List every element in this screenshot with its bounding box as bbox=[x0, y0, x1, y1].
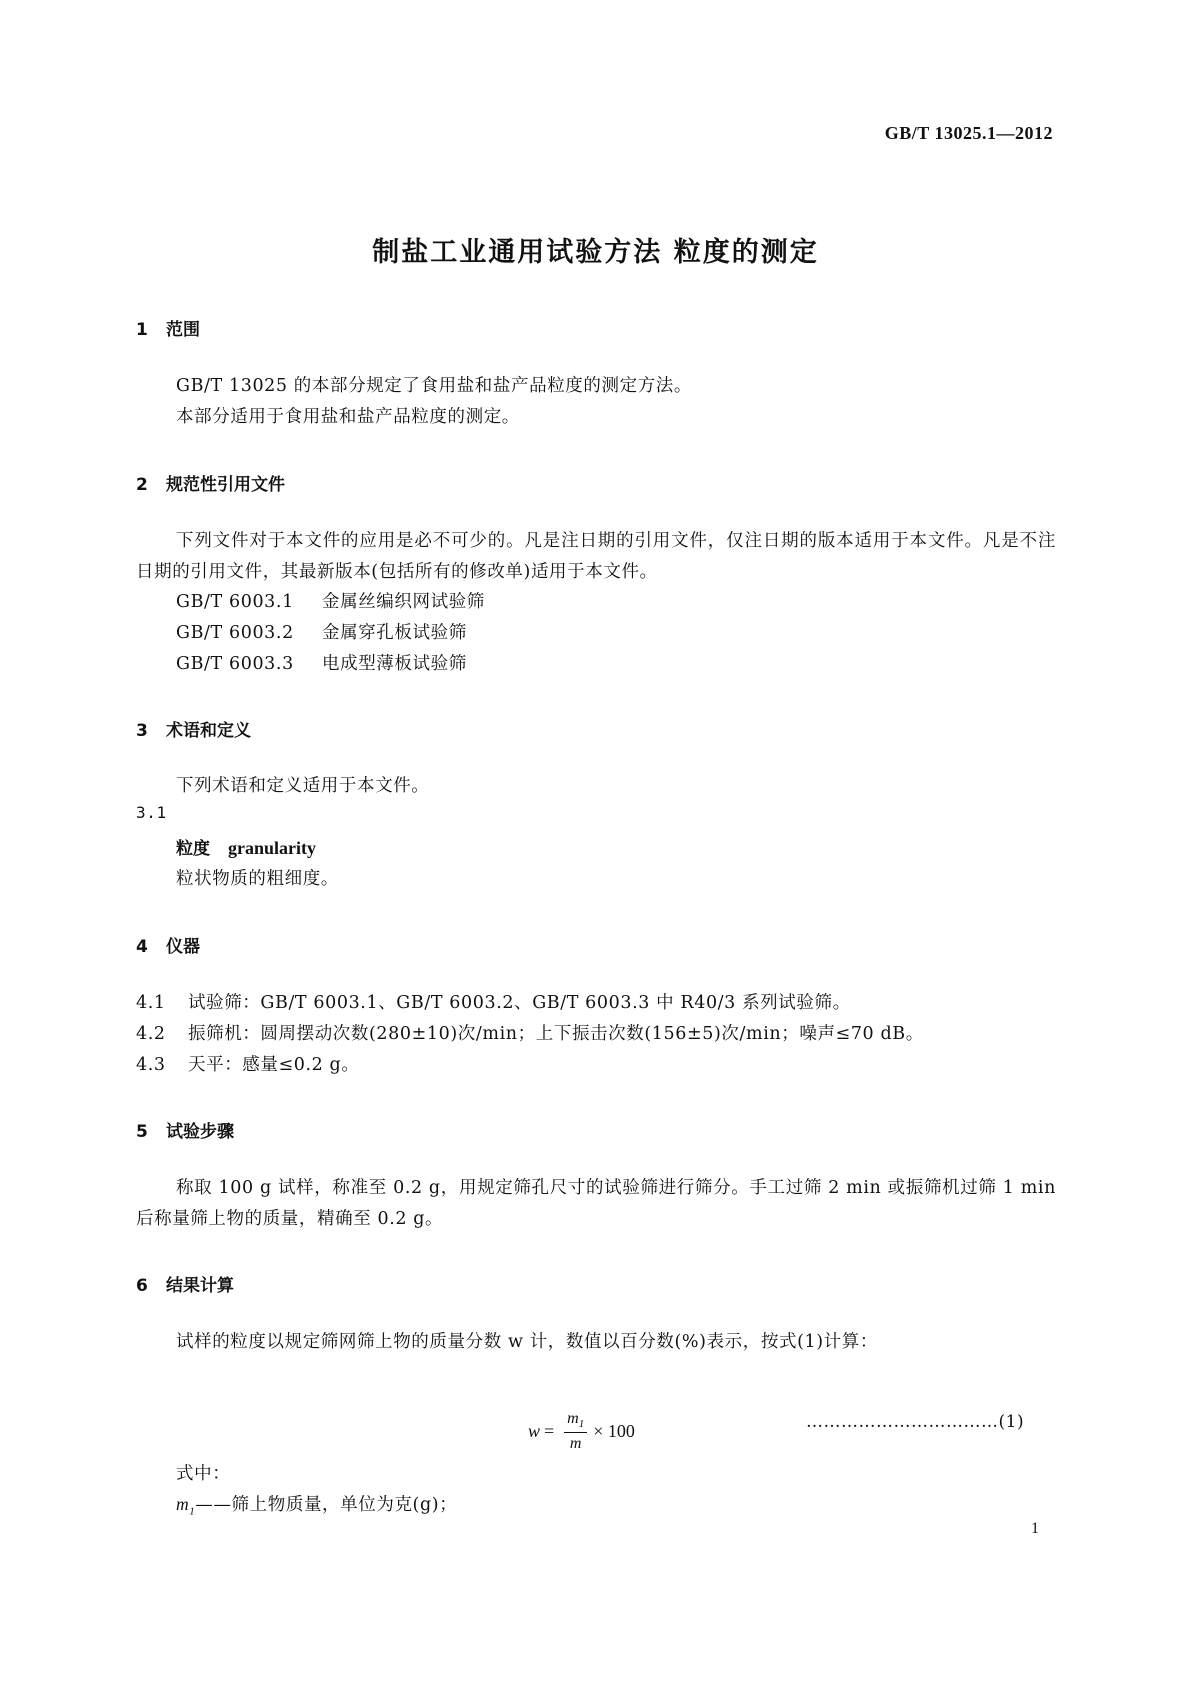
standard-number: GB/T 13025.1—2012 bbox=[884, 123, 1053, 143]
formula-times: × 100 bbox=[593, 1421, 635, 1442]
formula-lhs: w bbox=[528, 1421, 541, 1442]
variable-symbol: $m_1$ bbox=[176, 1494, 196, 1518]
clause-number: 4.1 bbox=[136, 993, 166, 1013]
clause-text: 振筛机：圆周摆动次数(280±10)次/min；上下振击次数(156±5)次/min；噪声≤70 dB。 bbox=[188, 1024, 924, 1044]
clause-number: 4.2 bbox=[136, 1024, 166, 1044]
clause-item bbox=[136, 989, 851, 1014]
section-number: 2 bbox=[136, 475, 148, 495]
term-entry bbox=[176, 834, 316, 859]
section-title: 规范性引用文件 bbox=[166, 475, 285, 495]
section-number: 6 bbox=[136, 1276, 148, 1296]
section-number: 3 bbox=[136, 721, 148, 741]
variable-description: ——筛上物质量，单位为克(g)； bbox=[195, 1495, 458, 1515]
reference-item bbox=[176, 650, 467, 675]
reference-title: 电成型薄板试验筛 bbox=[322, 654, 467, 674]
reference-code: GB/T 6003.2 bbox=[176, 623, 294, 643]
formula-fraction bbox=[564, 1410, 587, 1453]
document-title: 制盐工业通用试验方法 粒度的测定 bbox=[372, 237, 819, 268]
section-title: 试验步骤 bbox=[166, 1122, 234, 1142]
reference-title: 金属穿孔板试验筛 bbox=[322, 623, 467, 643]
clause-number: 3.1 bbox=[136, 803, 167, 822]
reference-title: 金属丝编织网试验筛 bbox=[322, 592, 485, 612]
section-5-heading bbox=[136, 1117, 234, 1142]
reference-code: GB/T 6003.1 bbox=[176, 592, 294, 612]
page-number: 1 bbox=[1031, 1520, 1039, 1537]
variable-definition bbox=[176, 1491, 457, 1518]
where-label: 式中： bbox=[176, 1464, 231, 1484]
paragraph: GB/T 13025 的本部分规定了食用盐和盐产品粒度的测定方法。 bbox=[176, 376, 693, 396]
section-number: 5 bbox=[136, 1122, 148, 1142]
clause-number: 4.3 bbox=[136, 1055, 166, 1075]
section-6-heading bbox=[136, 1271, 234, 1296]
paragraph: 下列文件对于本文件的应用是必不可少的。凡是注日期的引用文件，仅注日期的版本适用于本文件。凡是不注日期的引用文件，其最新版本(包括所有的修改单)适用于本文件。 bbox=[136, 531, 1056, 582]
paragraph: 试样的粒度以规定筛网筛上物的质量分数 w 计，数值以百分数(%)表示，按式(1)计算： bbox=[176, 1332, 878, 1352]
paragraph: 下列术语和定义适用于本文件。 bbox=[176, 776, 430, 796]
section-4-heading bbox=[136, 932, 200, 957]
term-chinese: 粒度 bbox=[176, 839, 210, 859]
reference-item bbox=[176, 619, 467, 644]
term-definition: 粒状物质的粗细度。 bbox=[176, 869, 339, 889]
section-number: 1 bbox=[136, 320, 148, 340]
section-title: 范围 bbox=[166, 320, 200, 340]
clause-item bbox=[136, 1051, 359, 1076]
reference-code: GB/T 6003.3 bbox=[176, 654, 294, 674]
fraction-denominator: m bbox=[569, 1435, 582, 1453]
reference-item bbox=[176, 588, 485, 613]
section-title: 仪器 bbox=[166, 937, 200, 957]
equation-number: ……………………………(1) bbox=[806, 1412, 1025, 1432]
term-english: granularity bbox=[228, 838, 316, 858]
section-title: 术语和定义 bbox=[166, 721, 251, 741]
paragraph: 称取 100 g 试样，称准至 0.2 g，用规定筛孔尺寸的试验筛进行筛分。手工过筛 2 min 或振筛机过筛 1 min 后称量筛上物的质量，精确至 0.2 g。 bbox=[136, 1178, 1056, 1229]
section-number: 4 bbox=[136, 937, 148, 957]
formula bbox=[528, 1410, 635, 1453]
section-1-heading bbox=[136, 315, 200, 340]
section-3-heading bbox=[136, 716, 251, 741]
fraction-numerator: $m_1$ bbox=[564, 1410, 587, 1433]
clause-text: 试验筛：GB/T 6003.1、GB/T 6003.2、GB/T 6003.3 中 R40/3 系列试验筛。 bbox=[188, 993, 851, 1013]
paragraph: 本部分适用于食用盐和盐产品粒度的测定。 bbox=[176, 407, 520, 427]
clause-item bbox=[136, 1020, 924, 1045]
section-2-heading bbox=[136, 470, 285, 495]
clause-text: 天平：感量≤0.2 g。 bbox=[188, 1055, 360, 1075]
section-title: 结果计算 bbox=[166, 1276, 234, 1296]
formula-equals: = bbox=[544, 1421, 555, 1442]
